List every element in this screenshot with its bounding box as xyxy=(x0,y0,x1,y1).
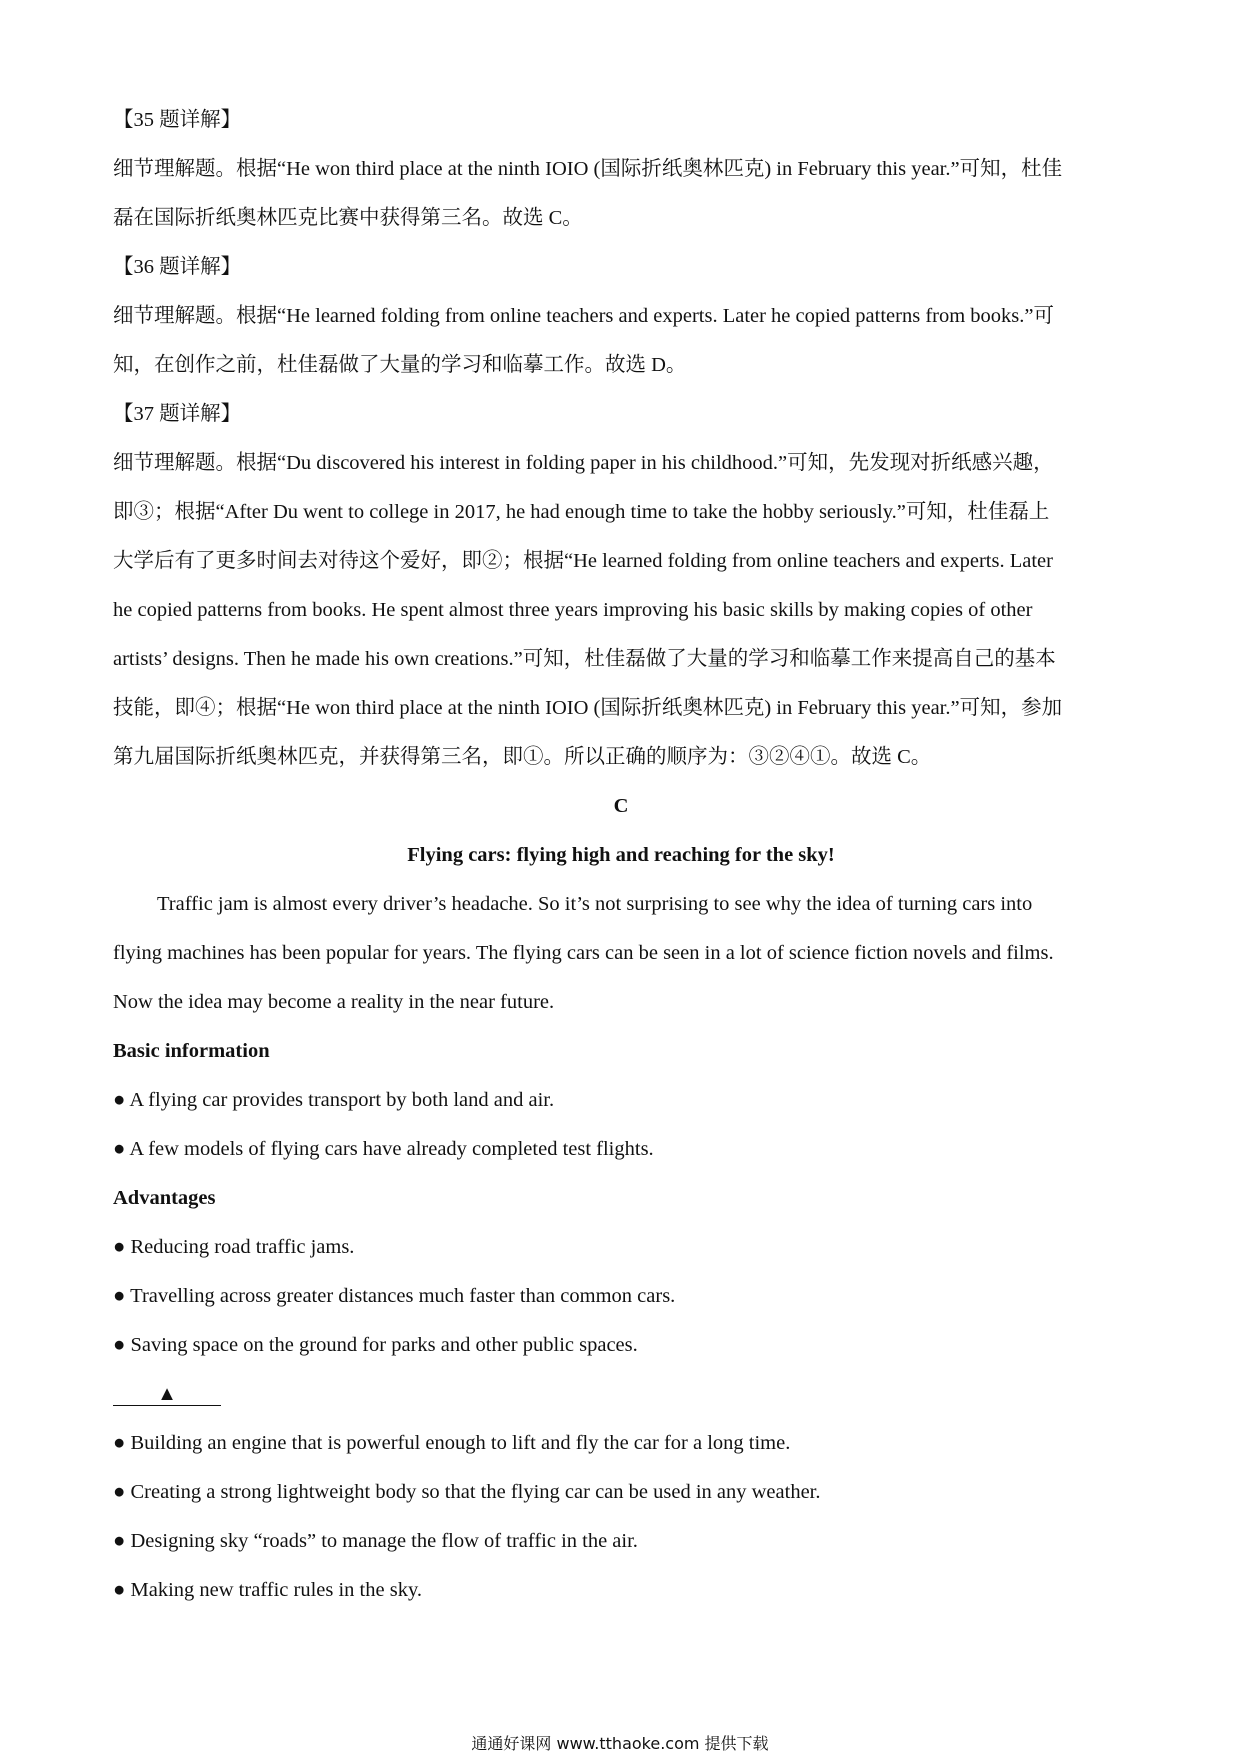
challenge-item-4: ● Making new traffic rules in the sky. xyxy=(113,1579,422,1601)
intro-line-3: Now the idea may become a reality in the near future. xyxy=(113,991,555,1013)
q37-line-4: he copied patterns from books. He spent almost three years improving his basic skills by making copies of other xyxy=(113,599,1033,621)
q36-heading: 【36 题详解】 xyxy=(113,256,242,278)
q37-line-3: 大学后有了更多时间去对待这个爱好，即②；根据“He learned folding from online teachers and experts. Later xyxy=(113,550,1053,572)
page-footer: 通通好课网 www.tthaoke.com 提供下载 xyxy=(471,1734,769,1753)
advantage-item-3: ● Saving space on the ground for parks and other public spaces. xyxy=(113,1334,638,1356)
q36-line-1: 细节理解题。根据“He learned folding from online teachers and experts. Later he copied patterns from books.”可 xyxy=(113,305,1054,327)
document-page xyxy=(113,96,1129,1615)
q35-heading: 【35 题详解】 xyxy=(113,109,242,131)
challenge-item-2: ● Creating a strong lightweight body so that the flying car can be used in any weather. xyxy=(113,1481,821,1503)
advantage-item-1: ● Reducing road traffic jams. xyxy=(113,1236,355,1258)
advantage-item-2: ● Travelling across greater distances much faster than common cars. xyxy=(113,1285,676,1307)
q37-line-7: 第九届国际折纸奥林匹克，并获得第三名，即①。所以正确的顺序为：③②④①。故选 C。 xyxy=(113,746,932,768)
challenge-item-1: ● Building an engine that is powerful enough to lift and fly the car for a long time. xyxy=(113,1432,791,1454)
advantages-heading: Advantages xyxy=(113,1187,216,1209)
q37-line-6: 技能，即④；根据“He won third place at the ninth IOIO (国际折纸奥林匹克) in February this year.”可知，参加 xyxy=(113,697,1063,719)
challenge-item-3: ● Designing sky “roads” to manage the flow of traffic in the air. xyxy=(113,1530,638,1552)
q37-line-5: artists’ designs. Then he made his own creations.”可知，杜佳磊做了大量的学习和临摹工作来提高自己的基本 xyxy=(113,648,1056,670)
q37-heading: 【37 题详解】 xyxy=(113,403,242,425)
blank-heading-row xyxy=(113,1370,1129,1419)
q36-line-2: 知，在创作之前，杜佳磊做了大量的学习和临摹工作。故选 D。 xyxy=(113,354,687,376)
basic-item-2: ● A few models of flying cars have already completed test flights. xyxy=(113,1138,654,1160)
q35-line-2: 磊在国际折纸奥林匹克比赛中获得第三名。故选 C。 xyxy=(113,207,583,229)
section-letter: C xyxy=(613,795,629,817)
intro-line-1: Traffic jam is almost every driver’s headache. So it’s not surprising to see why the idea of turning cars into xyxy=(157,893,1033,915)
basic-info-heading: Basic information xyxy=(113,1040,270,1062)
answer-blank: ▲ xyxy=(113,1383,221,1406)
q37-line-2: 即③；根据“After Du went to college in 2017, he had enough time to take the hobby seriously.”可知，杜佳磊上 xyxy=(113,501,1050,523)
q37-line-1: 细节理解题。根据“Du discovered his interest in folding paper in his childhood.”可知，先发现对折纸感兴趣， xyxy=(113,452,1054,474)
basic-item-1: ● A flying car provides transport by both land and air. xyxy=(113,1089,555,1111)
q35-line-1: 细节理解题。根据“He won third place at the ninth IOIO (国际折纸奥林匹克) in February this year.”可知，杜佳 xyxy=(113,158,1063,180)
passage-title: Flying cars: flying high and reaching for the sky! xyxy=(407,844,835,866)
intro-line-2: flying machines has been popular for years. The flying cars can be seen in a lot of science fiction novels and films. xyxy=(113,942,1054,964)
